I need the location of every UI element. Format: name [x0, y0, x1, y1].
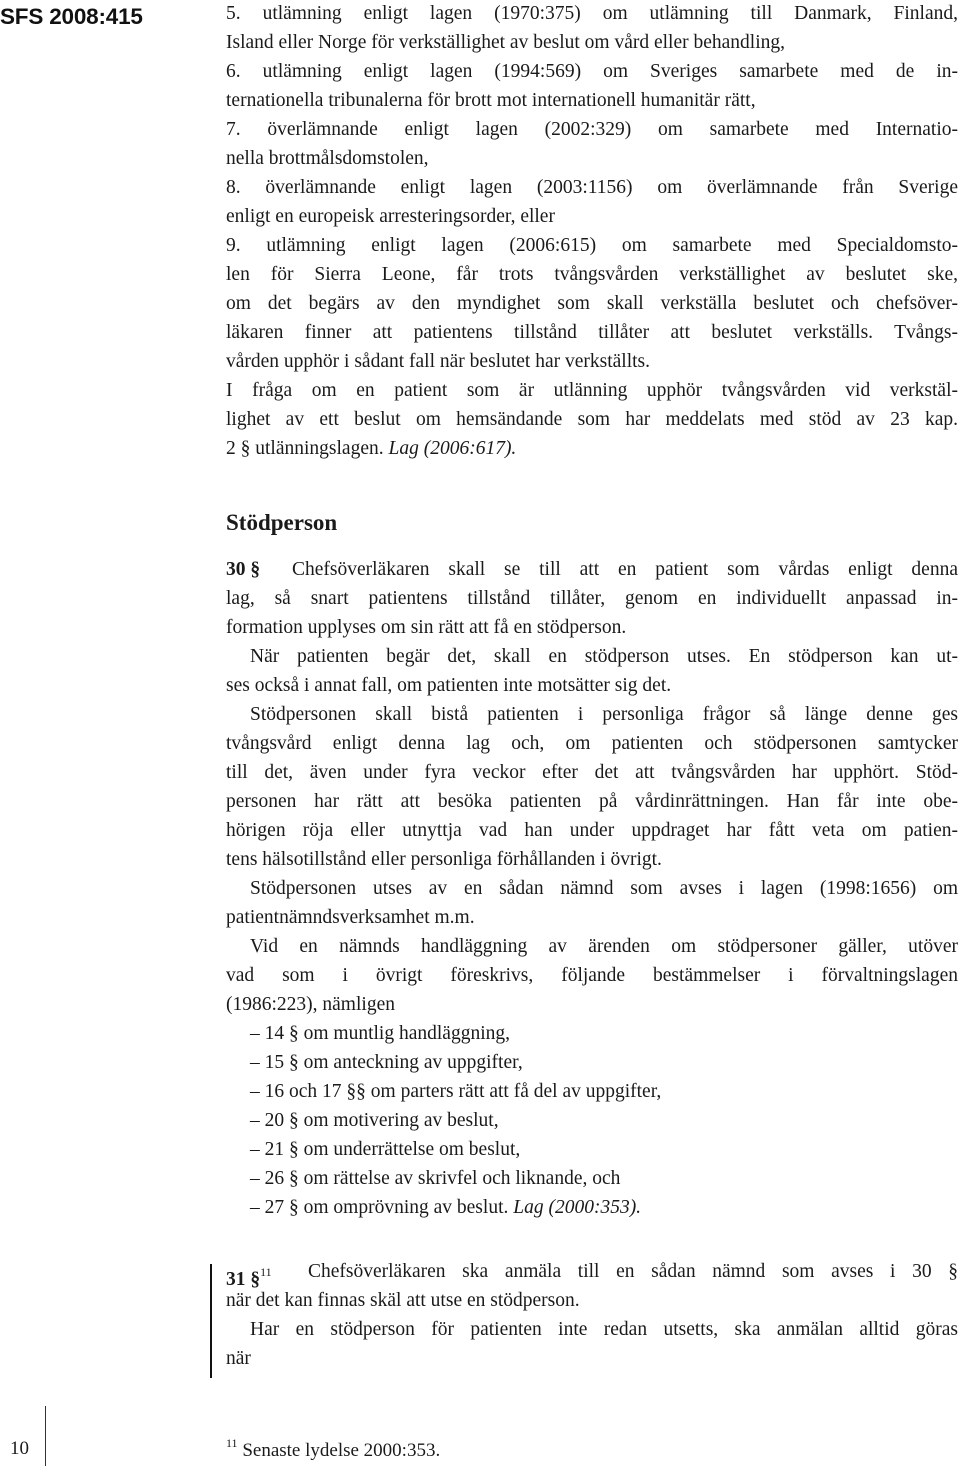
text-line: 9. utlämning enligt lagen (2006:615) om samarbete med Specialdomsto- [226, 235, 958, 256]
text-fragment: – 27 § om omprövning av beslut. [250, 1197, 509, 1218]
text-line: Har en stödperson för patienten inte redan utsetts, ska anmälan alltid göras [250, 1319, 958, 1340]
text-line: när det kan finnas skäl att utse en stödperson. [226, 1290, 580, 1311]
list-item [250, 1194, 641, 1222]
text-line [226, 435, 516, 463]
list-item: – 14 § om muntlig handläggning, [250, 1023, 510, 1044]
text-line: 6. utlämning enligt lagen (1994:569) om Sveriges samarbete med de in- [226, 61, 958, 82]
text-fragment: 2 § utlänningslagen. [226, 438, 384, 459]
text-line [226, 1258, 958, 1290]
text-line: (1986:223), nämligen [226, 994, 395, 1015]
footnote-mark: 11 [260, 1265, 272, 1279]
list-item: – 20 § om motivering av beslut, [250, 1110, 499, 1131]
text-line: Stödpersonen skall bistå patienten i personliga frågor så länge denne ges [250, 704, 958, 725]
text-line: nella brottmålsdomstolen, [226, 148, 429, 169]
footnote [226, 1436, 440, 1462]
list-item: – 15 § om anteckning av uppgifter, [250, 1052, 523, 1073]
text-line: tens hälsotillstånd eller personliga förhållanden i övrigt. [226, 849, 662, 870]
law-reference: Lag (2000:353). [513, 1197, 642, 1218]
text-line: läkaren finner att patientens tillstånd tillåter att beslutet verkställs. Tvångs- [226, 322, 958, 343]
text-line: patientnämndsverksamhet m.m. [226, 907, 475, 928]
text-line: tvångsvård enligt denna lag och, om patienten och stödpersonen samtycker [226, 733, 958, 754]
section-number: 30 § [226, 559, 261, 580]
change-bar [210, 1264, 212, 1378]
text-line: Stödpersonen utses av en sådan nämnd som avses i lagen (1998:1656) om [250, 878, 958, 899]
text-line: Vid en nämnds handläggning av ärenden om stödpersoner gäller, utöver [250, 936, 958, 957]
text-line: vården upphör i sådant fall när beslutet har verkställts. [226, 351, 650, 372]
page-number: 10 [10, 1438, 29, 1459]
law-reference: Lag (2006:617). [388, 438, 517, 459]
text-line [226, 556, 958, 584]
text-line: vad som i övrigt föreskrivs, följande bestämmelser i förvaltningslagen [226, 965, 958, 986]
text-fragment: Chefsöverläkaren skall se till att en patient som vårdas enligt denna [292, 559, 958, 580]
text-line: lag, så snart patientens tillstånd tillåter, genom en individuellt anpassad in- [226, 588, 958, 609]
text-line: formation upplyses om sin rätt att få en stödperson. [226, 617, 627, 638]
text-line: 8. överlämnande enligt lagen (2003:1156) om överlämnande från Sverige [226, 177, 958, 198]
text-line: ternationella tribunalerna för brott mot internationell humanitär rätt, [226, 90, 756, 111]
sfs-number: SFS 2008:415 [0, 4, 143, 29]
text-line: 5. utlämning enligt lagen (1970:375) om utlämning till Danmark, Finland, [226, 3, 958, 24]
text-line: 7. överlämnande enligt lagen (2002:329) om samarbete med Internatio- [226, 119, 958, 140]
text-line: om det begärs av den myndighet som skall verkställa beslutet och chefsöver- [226, 293, 958, 314]
section-heading: Stödperson [226, 510, 338, 535]
text-line: len för Sierra Leone, får trots tvångsvården verkställighet av beslutet ske, [226, 264, 958, 285]
text-line: ses också i annat fall, om patienten inte motsätter sig det. [226, 675, 672, 696]
text-line: personen har rätt att besöka patienten på vårdinrättningen. Han får inte obe- [226, 791, 958, 812]
page-number-rule [45, 1406, 46, 1466]
text-line: när [226, 1348, 251, 1369]
text-line: enligt en europeisk arresteringsorder, eller [226, 206, 555, 227]
text-line: I fråga om en patient som är utlänning upphör tvångsvården vid verkstäl- [226, 380, 958, 401]
footnote-mark: 11 [226, 1436, 238, 1450]
text-line: När patienten begär det, skall en stödperson utses. En stödperson kan ut- [250, 646, 958, 667]
list-item: – 21 § om underrättelse om beslut, [250, 1139, 521, 1160]
section-number: 31 § [226, 1269, 261, 1290]
list-item: – 26 § om rättelse av skrivfel och liknande, och [250, 1168, 621, 1189]
text-line: hörigen röja eller utnyttja vad han under uppdraget har fått veta om patien- [226, 820, 958, 841]
text-line: Island eller Norge för verkställighet av beslut om vård eller behandling, [226, 32, 786, 53]
text-line: lighet av ett beslut om hemsändande som har meddelats med stöd av 23 kap. [226, 409, 958, 430]
footnote-text: Senaste lydelse 2000:353. [242, 1440, 441, 1461]
text-line: till det, även under fyra veckor efter det att tvångsvården har upphört. Stöd- [226, 762, 958, 783]
list-item: – 16 och 17 §§ om parters rätt att få del av uppgifter, [250, 1081, 662, 1102]
text-fragment: Chefsöverläkaren ska anmäla till en sådan nämnd som avses i 30 § [308, 1261, 958, 1282]
